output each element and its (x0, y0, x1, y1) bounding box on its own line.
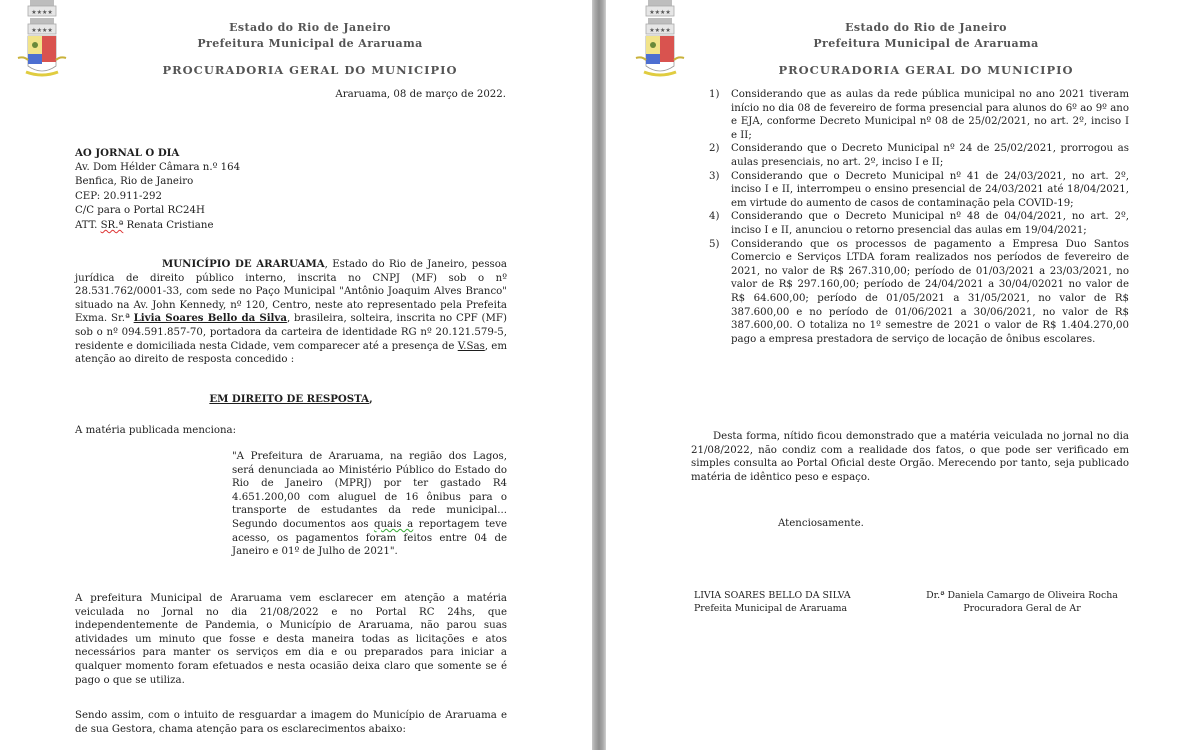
final-paragraph: Sendo assim, com o intuito de resguardar a imagem do Município de Araruama e de sua Gestora, chama atenção para os esclarecimentos abaixo: (75, 710, 507, 735)
coat-of-arms-icon (634, 0, 686, 80)
intro-lead: MUNICÍPIO DE ARARUAMA (162, 258, 325, 270)
quote-text-2: reportagem teve acesso, os pagamentos foram feitos entre 04 de Janeiro e 01º de Julho de 2021". (232, 518, 507, 558)
signature-name: LIVIA SOARES BELLO DA SILVA (694, 590, 851, 601)
recipient-block (75, 146, 475, 234)
section-title-suffix: , (369, 393, 373, 405)
recipient-cep: CEP: 20.911-292 (75, 190, 162, 202)
signature-attorney (902, 590, 1142, 615)
page-divider (592, 0, 606, 750)
considerations-list (709, 88, 1129, 346)
item-text: Considerando que o Decreto Municipal nº 48 de 04/04/2021, no art. 2º, inciso I e II, anunciou o retorno presencial das aulas em 19/04/2021; (731, 211, 1129, 236)
item-number: 1) (709, 89, 720, 100)
list-item (709, 170, 1129, 211)
vsas: V.Sas (457, 340, 485, 352)
letterhead (716, 20, 1136, 77)
mayor-name: Livia Soares Bello da Silva (133, 312, 287, 325)
header-prefecture: Prefeitura Municipal de Araruama (197, 37, 423, 50)
svg-text:★★★★: ★★★★ (649, 27, 671, 34)
quote-intro: A matéria publicada menciona: (75, 425, 237, 436)
item-text: Considerando que o Decreto Municipal nº 41 de 24/03/2021, no art. 2º, inciso I e II, interrompeu o ensino presencial de 24/03/2021 até 18/04/2021, em virtude do aumento de casos de contaminação pela COVID-19; (731, 170, 1129, 209)
list-item (709, 88, 1129, 142)
document-page-left (0, 0, 592, 750)
recipient-cc: C/C para o Portal RC24H (75, 205, 205, 217)
signature-mayor (694, 590, 894, 615)
recipient-name: AO JORNAL O DIA (75, 147, 180, 159)
intro-text-2: , brasileira, solteira, inscrita no CPF (MF) sob o nº 094.591.857-70, portadora da carteira de identidade RG nº 20.121.579-5, residente e domiciliada nesta Cidade, vem comparecer até a presença de (75, 313, 507, 352)
header-state: Estado do Rio de Janeiro (845, 21, 1007, 34)
recipient-district: Benfica, Rio de Janeiro (75, 176, 194, 188)
recipient-address: Av. Dom Hélder Câmara n.º 164 (75, 161, 241, 173)
intro-text-1: , Estado do Rio de Janeiro, pessoa jurídica de direito público interno, inscrita no CNPJ (MF) sob o nº 28.531.762/0001-33, com sede no Paço Municipal "Antônio Joaquim Alves Branco" situado na Av. John Kennedy, nº 120, Centro, neste ato representado pela Prefeita Exma. Sr.ª (75, 259, 507, 325)
svg-text:★★★★: ★★★★ (31, 9, 53, 16)
signature-name: Dr.ª Daniela Camargo de Oliveira Rocha (926, 590, 1118, 601)
header-prefecture: Prefeitura Municipal de Araruama (813, 37, 1039, 50)
coat-of-arms-icon (16, 0, 68, 80)
intro-text-3: , em atenção ao direito de resposta concedido : (75, 340, 507, 366)
list-item (709, 210, 1129, 237)
section-title-text: EM DIREITO DE RESPOSTA (209, 393, 370, 405)
item-text: Considerando que as aulas da rede pública municipal no ano 2021 tiveram início no dia 08 de fevereiro de forma presencial para alunos do 6º ao 9º ano e EJA, conforme Decreto Municipal nº 08 de 25/02/2021, no art. 2º, inciso I e II; (731, 89, 1129, 141)
item-text: Considerando que os processos de pagamento a Empresa Duo Santos Comercio e Serviços LTDA foram realizados nos períodos de fevereiro de 2021, no valor de R$ 267.310,00; período de 01/03/2021 a 23/03/2021, no valor de R$ 297.160,00; período de 24/04/2021 a 30/04/02021 no valor de R$ 64.600,00; período de 01/05/2021 a 31/05/2021, no valor de R$ 387.600,00 e no período de 01/06/2021 a 30/06/2021, no valor de R$ 387.600,00. O totaliza no 1º semestre de 2021 o valor de R$ 1.404.270,00 pago a empresa prestadora de serviço de locação de ônibus escolares. (731, 238, 1129, 345)
letter-date: Araruama, 08 de março de 2022. (335, 89, 506, 100)
list-item (709, 142, 1129, 169)
signature-role: Prefeita Municipal de Araruama (694, 602, 848, 614)
section-title (75, 393, 507, 407)
att-name: Renata Cristiane (126, 219, 214, 231)
svg-text:★★★★: ★★★★ (31, 27, 53, 34)
att-prefix: ATT. (75, 219, 98, 231)
quote-text-1: "A Prefeitura de Araruama, na região dos Lagos, será denunciada ao Ministério Público do Estado do Rio de Janeiro (MPRJ) por ter gastado R4 4.651.200,00 com aluguel de 16 ônibus para o transporte de estudantes da rede municipal... Segundo documentos aos (232, 451, 507, 530)
signature-role: Procuradora Geral de Ar (963, 602, 1081, 614)
closing: Atenciosamente. (778, 518, 864, 529)
svg-text:★★★★: ★★★★ (649, 9, 671, 16)
conclusion-paragraph: Desta forma, nítido ficou demonstrado que a matéria veiculada no jornal no dia 21/08/2022, não condiz com a realidade dos fatos, o que pode ser verificado em simples consulta ao Portal Oficial deste Orgão. Merecendo por tanto, seja publicado matéria de idêntico peso e espaço. (691, 431, 1129, 483)
intro-paragraph (75, 258, 507, 367)
item-text: Considerando que o Decreto Municipal nº 24 de 25/02/2021, prorrogou as aulas presenciais, no art. 2º, inciso I e II; (731, 143, 1129, 168)
list-item (709, 238, 1129, 347)
quote-grammar-flag: quais a (373, 518, 414, 530)
att-title: SR.ª (100, 219, 124, 231)
header-department: PROCURADORIA GERAL DO MUNICIPIO (162, 63, 458, 77)
item-number: 5) (709, 238, 720, 250)
quoted-article (232, 450, 507, 559)
header-department: PROCURADORIA GERAL DO MUNICIPIO (778, 63, 1074, 77)
document-page-right (606, 0, 1200, 750)
letterhead (100, 20, 520, 77)
header-state: Estado do Rio de Janeiro (229, 21, 391, 34)
recipient-att (75, 219, 475, 234)
item-number: 2) (709, 143, 720, 155)
item-number: 4) (709, 211, 720, 223)
clarification-paragraph: A prefeitura Municipal de Araruama vem esclarecer em atenção a matéria veiculada no Jornal no dia 21/08/2022 e no Portal RC 24hs, que independentemente de Pandemia, o Município de Araruama, não parou suas atividades um minuto que fosse e desta maneira todas as licitações e atos necessários para manter os serviços em dia e ou preparados para iniciar a qualquer momento foram efetuados e nesta ocasião deixa claro que somente se é pago o que se utiliza. (75, 593, 507, 686)
item-number: 3) (709, 170, 720, 182)
